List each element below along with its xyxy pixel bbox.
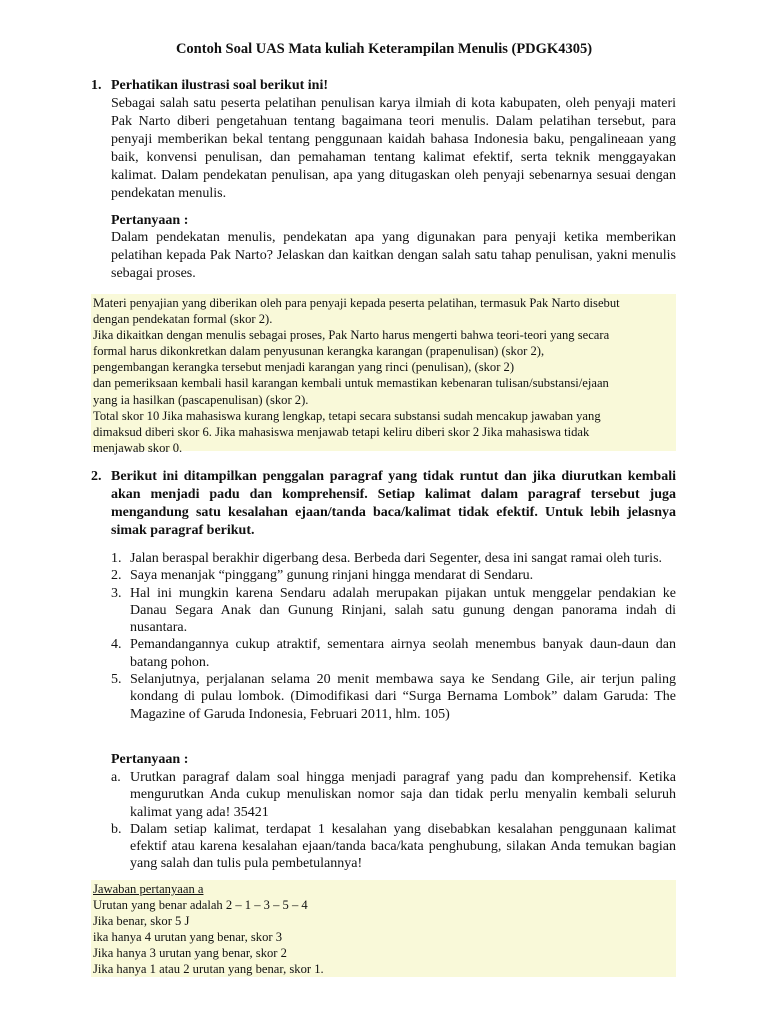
answer-2-line: ika hanya 4 urutan yang benar, skor 3 [93,930,283,945]
list-item-text: Saya menanjak “pinggang” gunung rinjani hingga mendarat di Sendaru. [130,568,534,584]
answer-box-1 [91,294,676,455]
question-2-heading-text: Berikut ini ditampilkan penggalan paragraf yang tidak runtut dan jika diurutkan kembali akan menjadi padu dan komprehensif. Setiap kalimat dalam paragraf tersebut juga mengandung satu kesalahan ejaan/tanda baca/kalimat tidak efektif. Untuk lebih jelasnya simak paragraf berikut. [111,469,676,538]
question-2-number: 2. [91,469,102,484]
answer-1-line: pengembangan kerangka tersebut menjadi karangan yang rinci (penulisan), (skor 2) [93,360,515,375]
question-2-label: Pertanyaan : [111,752,189,767]
sentence-list [111,550,676,723]
question-1-body: Sebagai salah satu peserta pelatihan penulisan karya ilmiah di kota kabupaten, oleh penyaji materi Pak Narto diberi pengetahuan tentang bagaimana teori menulis. Dalam pelatihan tersebut, para penyaji memberikan bekal tentang penggunaan kaidah bahasa Indonesia baku, pengalineaan yang baik, konvensi penulisan, dan pemahaman tentang kalimat efektif, serta teknik menggayakan kalimat. Dalam pendekatan penulisan, apa yang ditugaskan oleh penyaji sebenarnya sesuai dengan pendekatan menulis. [111,96,676,201]
list-item-text: Urutkan paragraf dalam soal hingga menjadi paragraf yang padu dan komprehensif. Ketika mengurutkan Anda cukup menuliskan nomor saja dan tidak perlu menyalin kembali seluruh kalimat yang ada! 35421 [130,770,676,820]
list-item [111,567,676,584]
list-marker: 3. [111,585,122,601]
question-1-heading-text: Perhatikan ilustrasi soal berikut ini! [111,78,329,93]
list-marker: b. [111,821,122,837]
list-item [111,585,676,637]
answer-1-line: yang ia hasilkan (pascapenulisan) (skor 2). [93,392,309,407]
list-marker: 4. [111,637,122,653]
answer-1-line: dimaksud diberi skor 6. Jika mahasiswa menjawab tetapi keliru diberi skor 2 Jika mahasiswa tidak [93,424,590,439]
answer-1-line: Jika dikaitkan dengan menulis sebagai proses, Pak Narto harus mengerti bahwa teori-teori yang secara [93,328,610,343]
page-title: Contoh Soal UAS Mata kuliah Keterampilan Menulis (PDGK4305) [175,41,593,57]
answer-box-2 [91,880,676,977]
answer-1-line: dengan pendekatan formal (skor 2). [93,312,273,327]
list-item-text: Dalam setiap kalimat, terdapat 1 kesalahan yang disebabkan kesalahan penggunaan kalimat efektif atau karena kesalahan ejaan/tanda baca/kata penghubung, silakan Anda temukan bagian yang salah dan tulis pula pembetulannya! [130,821,676,872]
list-item-text: Jalan beraspal berakhir digerbang desa. Berbeda dari Segenter, desa ini sangat ramai oleh turis. [130,551,663,566]
list-marker: 1. [111,551,122,566]
list-marker: 5. [111,672,122,688]
list-item [111,636,676,671]
answer-1-line: formal harus dikonkretkan dalam penyusunan kerangka karangan (prapenulisan) (skor 2), [93,344,545,359]
question-2-heading [91,468,676,540]
question-1-question: Dalam pendekatan menulis, pendekatan apa yang digunakan para penyaji ketika memberikan pelatihan kepada Pak Narto? Jelaskan dan kaitkan dengan salah satu tahap penulisan, yakni menulis sebagai proses. [111,230,676,281]
list-item [111,671,676,723]
list-item-text: Selanjutnya, perjalanan selama 20 menit membawa saya ke Sendang Gile, air terjun paling kondang di pulau lombok. (Dimodifikasi dari “Surga Bernama Lombok” dalam Garuda: The Magazine of Garuda Indonesia, Februari 2011, hlm. 105) [130,672,676,722]
question-list [111,769,676,873]
answer-1-line: Total skor 10 Jika mahasiswa kurang lengkap, tetapi secara substansi sudah mencakup jawaban yang [93,408,601,423]
list-item-text: Pemandangannya cukup atraktif, sementara airnya seolah menembus banyak daun-daun dan batang pohon. [130,637,676,670]
answer-1-line: menjawab skor 0. [93,440,183,455]
answer-2-line: Urutan yang benar adalah 2 – 1 – 3 – 5 – 4 [93,898,308,913]
list-item [111,550,676,567]
list-marker: a. [111,770,121,785]
question-1-number: 1. [91,78,102,93]
list-item [111,769,676,821]
answer-2-line: Jika hanya 3 urutan yang benar, skor 2 [93,946,287,961]
answer-1-line: dan pemeriksaan kembali hasil karangan kembali untuk memastikan kebenaran tulisan/substansi/ejaan [93,376,609,391]
answer-1-line: Materi penyajian yang diberikan oleh para penyaji kepada peserta pelatihan, termasuk Pak Narto disebut [93,296,620,310]
list-item-text: Hal ini mungkin karena Sendaru adalah merupakan pijakan untuk menggelar pendakian ke Danau Segara Anak dan Gunung Rinjani, salah satu gunung dengan panorama indah di nusantara. [130,585,676,636]
list-item [111,821,676,873]
list-marker: 2. [111,568,122,584]
answer-2-line: Jika benar, skor 5 J [93,914,190,929]
question-1-label: Pertanyaan : [111,213,189,228]
answer-2-line: Jika hanya 1 atau 2 urutan yang benar, skor 1. [93,962,324,977]
question-1-heading [91,77,328,95]
answer-2-title: Jawaban pertanyaan a [93,882,204,896]
